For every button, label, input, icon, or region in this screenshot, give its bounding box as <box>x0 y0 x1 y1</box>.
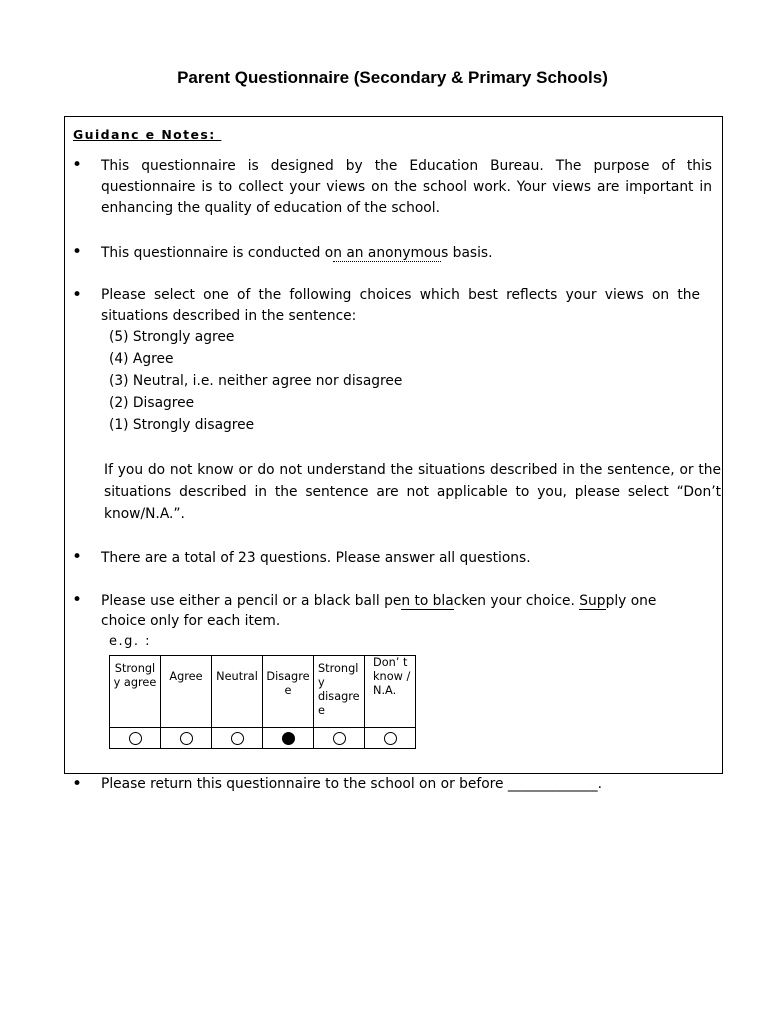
scale-option-1: (1) Strongly disagree <box>109 417 255 433</box>
example-col-label: Strongl y disagre e <box>318 662 360 717</box>
note-choices-intro: Please select one of the following choices which best reflects your views on the situations described in the sentence: <box>101 287 700 324</box>
note-anonymous-underlined: n an anonymou <box>333 245 442 261</box>
example-answer-table <box>109 655 416 749</box>
example-col-neutral <box>212 656 263 728</box>
bullet: • <box>72 590 83 610</box>
example-cell <box>212 728 263 749</box>
example-label: e.g. : <box>109 634 152 649</box>
dont-know-note: If you do not know or do not understand the situations described in the sentence, or the situations described in the sentence are not applicable to you, please select “Don’t know/N.A.”. <box>104 462 721 522</box>
example-col-disagree <box>263 656 314 728</box>
note-anonymous-text: This questionnaire is conducted o <box>101 245 334 261</box>
note-pen-text-end: ply one <box>605 593 657 609</box>
note-total-questions: There are a total of 23 questions. Please answer all questions. <box>101 550 531 566</box>
example-cell <box>110 728 161 749</box>
example-col-label: Don’ t know / N.A. <box>373 656 411 697</box>
note-pen-underlined: n to bla <box>401 593 454 609</box>
note-pen-text-mid: cken your choice. <box>453 593 580 609</box>
example-col-dont-know <box>365 656 416 728</box>
example-col-agree <box>161 656 212 728</box>
note-anonymous-text-end: s basis. <box>441 245 493 261</box>
bullet: • <box>72 285 83 305</box>
note-pen-text: Please use either a pencil or a black ball pe <box>101 593 402 609</box>
example-col-strongly-disagree <box>314 656 365 728</box>
note-purpose: This questionnaire is designed by the Education Bureau. The purpose of this questionnaire is to collect your views on the school work. Your views are important in enhancing the quality of education of the school. <box>101 158 712 216</box>
example-cell <box>263 728 314 749</box>
example-col-label: Neutral <box>216 670 258 683</box>
answer-circle <box>333 732 346 745</box>
note-pen-instruction-line2: choice only for each item. <box>101 613 281 629</box>
example-col-label: Disagre e <box>266 670 310 697</box>
answer-circle <box>384 732 397 745</box>
bullet: • <box>72 242 83 262</box>
answer-circle <box>129 732 142 745</box>
scale-option-5: (5) Strongly agree <box>109 329 235 345</box>
scale-option-4: (4) Agree <box>109 351 174 367</box>
answer-circle-filled <box>282 732 295 745</box>
note-anonymous <box>101 243 493 264</box>
example-col-label: Strongl y agree <box>113 662 157 689</box>
note-pen-underlined-2: Sup <box>579 593 606 609</box>
example-cell <box>365 728 416 749</box>
page-title: Parent Questionnaire (Secondary & Primary Schools) <box>177 68 608 87</box>
example-cell <box>161 728 212 749</box>
bullet: • <box>72 155 83 175</box>
bullet: • <box>72 547 83 567</box>
answer-circle <box>231 732 244 745</box>
guidance-notes-heading: Guidanc e Notes: <box>73 127 222 142</box>
bullet: • <box>72 774 83 794</box>
scale-option-2: (2) Disagree <box>109 395 195 411</box>
scale-option-3: (3) Neutral, i.e. neither agree nor disagree <box>109 373 403 389</box>
note-return-date: Please return this questionnaire to the school on or before _____________. <box>101 776 602 792</box>
example-col-label: Agree <box>169 670 203 683</box>
answer-circle <box>180 732 193 745</box>
example-cell <box>314 728 365 749</box>
note-pen-instruction <box>101 591 656 612</box>
example-col-strongly-agree <box>110 656 161 728</box>
